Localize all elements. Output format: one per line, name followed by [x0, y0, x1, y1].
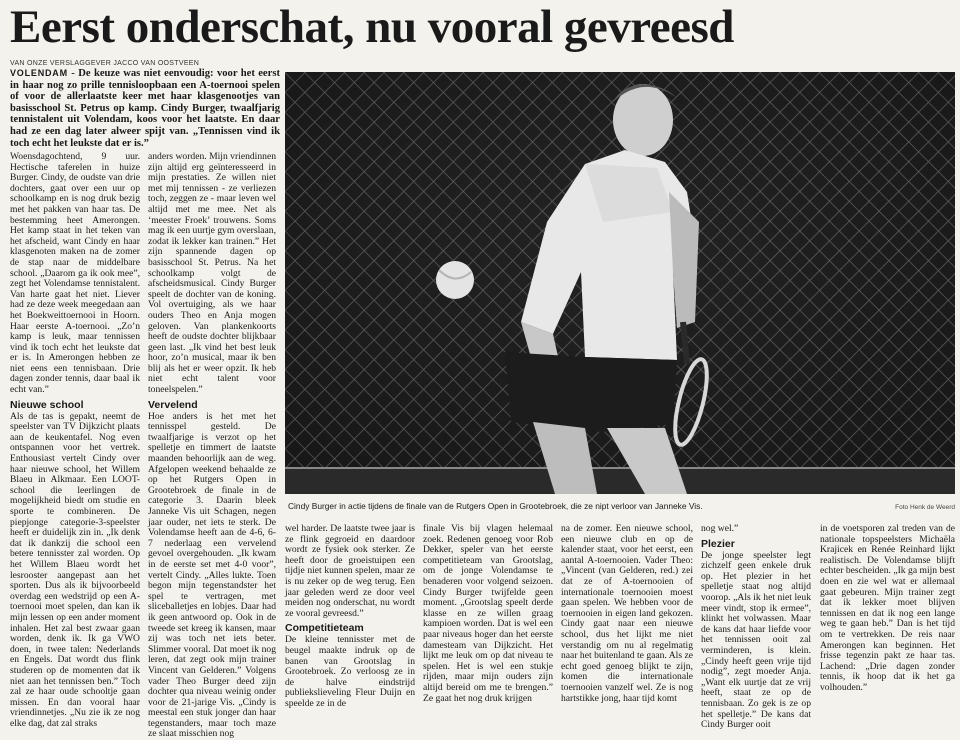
body-paragraph: anders worden. Mijn vriendinnen zijn altijd erg geïnteresseerd in mijn prestaties. Ze willen niet met mij tennissen - ze verliezen toch, zeggen ze - maar leven wel altijd met me mee. Net als ‘meester Froek’ trouwens. Soms mag ik een uurtje gym overslaan, zodat ik lekker kan trainen.” Het zijn spannende dagen op basisschool St. Petrus. Na het schoolkamp volgt de afscheidsmusical. Cindy Burger speelt de dochter van de koning. Vol overtuiging, als we haar ouders Theo en Anja mogen geloven. Van plankenkoorts heeft de oudste dochter blijkbaar geen last. „Ik vind het best leuk hoor, zo’n musical, maar ik ben blij als het er weer opzit. Ik heb niet echt talent voor toneelspelen.” — [148, 151, 276, 396]
section-heading: Vervelend — [148, 398, 198, 411]
article-column-7 — [820, 524, 955, 698]
intro-text: - De keuze was niet eenvoudig: voor het eerst in haar nog zo prille tennisloopbaan een A-toernooi spelen of voor de allerlaatste keer met haar klasgenootjes van basisschool St. Petrus op kamp. Cindy Burger, twaalfjarig tennistalent uit Volendam, koos voor het laatste. En daar had ze een dag later alweer spijt van. „Tennissen vind ik toch echt het leukste dat er is.” — [10, 68, 280, 149]
section-heading: Plezier — [701, 537, 735, 550]
body-paragraph: Woensdagochtend, 9 uur. Hectische taferelen in huize Burger. Cindy, de oudste van drie dochters, gaat over een uur op schoolkamp en is nog druk bezig met het pakken van haar tas. De bestemming heet Amerongen. Het kamp staat in het teken van het afscheid, want Cindy en haar klasgenoten maken na de zomer de stap naar de middelbare school. „Daarom ga ik ook mee”, zegt het Volendamse tennistalent. Van harte gaat het niet. Liever had ze deze week meegedaan aan het Boekweittoernooi in Hoorn. Haar eerste A-toernooi. „Zo’n kamp is leuk, maar tennissen vind ik toch echt het leukste dat er is. In Amerongen hebben ze niet eens een tennisbaan. Drie dagen zonder tennis, daar baal ik echt van.” — [10, 151, 140, 396]
body-paragraph: in de voetsporen zal treden van de nationale topspeelsters Michaëla Krajicek en Renée Reinhard lijkt realistisch. De Volendamse blijft echter bescheiden. „Ik ga mijn best doen en zie wel wat er allemaal gaat gebeuren. Mijn trainer zegt dat ik lekker moet blijven tennissen en dat ik nog een lange weg te gaan heb.” Dan is het tijd om te vertrekken. De reis naar Amerongen kan beginnen. Het frisse tegenzin pakt ze haar tas. Lachend: „Drie dagen zonder tennis, ik hoop dat ik het ga volhouden.” — [820, 523, 955, 693]
headline: Eerst onderschat, nu vooral gevreesd — [10, 1, 734, 53]
dateline: VOLENDAM — [10, 68, 68, 78]
photo-caption: Cindy Burger in actie tijdens de finale van de Rutgers Open in Grootebroek, die ze nipt verloor van Janneke Vis. — [288, 501, 703, 511]
news-photo — [285, 72, 955, 494]
body-paragraph: De kleine tennisster met de beugel maakte indruk op de banen van Grootslag in Grootebroek. Zo verloosg ze in de halve eindstrijd publiekslieveling Fleur Duijn en speelde ze in de — [285, 634, 415, 709]
section-heading: Competitieteam — [285, 622, 364, 635]
body-paragraph: nog wel.” — [701, 523, 739, 534]
section-heading: Nieuwe school — [10, 398, 84, 411]
body-paragraph: wel harder. De laatste twee jaar is ze flink gegroeid en daardoor wordt ze fysiek ook sterker. Ze heeft door de groeistuipen een tijdje niet kunnen spelen, maar ze is nu zeker op de weg terug. Een jaar geleden werd ze door veel meiden nog onderschat, nu wordt ze vooral gevreesd.” — [285, 523, 415, 619]
photo-credit: Foto Henk de Weerd — [895, 504, 955, 511]
article-column-3 — [285, 523, 415, 709]
body-paragraph: Hoe anders is het met het tennisspel gesteld. De twaalfjarige is verzot op het spelletje en timmert de laatste maanden behoorlijk aan de weg. Afgelopen weekend behaalde ze op het Rutgers Open in Grootebroek de finale in de categorie 3. Daarin bleek Janneke Vis uit Schagen, negen jaar ouder, net iets te sterk. De Volendamse heeft aan de 4-6, 6-7 nederlaag een vervelend gevoel overgehouden. „Ik kwam in de eerste set met 4-0 voor”, vertelt Cindy. „Alles lukte. Toen begon mijn tegenstandster het spel te vertragen, met sliceballetjes en lobjes. Daar had ik geen antwoord op. Ook in de tweede set kreeg ik kansen, maar zij was toch net iets beter. Slimmer vooral. Dat moet ik nog leren, dat zegt ook mijn trainer Vincent van Gelderen.” Volgens vader Theo Burger deed zijn dochter qua niveau weinig onder voor de 21-jarige Vis. „Cindy is meestal een stuk jonger dan haar tegenstanders, maar toch maze ze slaat misschien nog — [148, 410, 276, 740]
article-column-2 — [148, 151, 276, 740]
byline: VAN ONZE VERSLAGGEVER JACCO VAN OOSTVEEN — [10, 60, 200, 67]
intro-paragraph — [10, 68, 280, 150]
article-column-6 — [701, 523, 811, 731]
body-paragraph: Als de tas is gepakt, neemt de speelster van TV Dijkzicht plaats aan de keukentafel. Nog even ontspannen voor het vertrek. Enthousiast vertelt Cindy over haar nieuwe school, het Willem Blaeu in Alkmaar. Een LOOT-school die leerlingen de mogelijkheid biedt om studie en sporte te combineren. De piepjonge categorie-3-speelster heeft er duidelijk zin in. „Ik denk dat ik dankzij die school een betere tennisster zal worden. Op het Willem Blaeu wordt het lesrooster aangepast aan het sporten. Dus als ik bijvoorbeeld overdag een wedstrijd op een A-toernooi moet spelen, dan kan ik mijn lessen op een ander moment inhalen. Het zal best zwaar gaan worden, denk ik. Ik ga VWO doen, in twee talen: Nederlands en Engels. Dat wordt dus flink studeren op de momenten dat ik niet aan het tennissen ben.” Toch zal ze haar oude schooltje gaan missen. En dan vooral haar vriendinnetjes. „Nu zie ik ze nog elke dag, dat zal straks — [10, 410, 140, 729]
body-paragraph: De jonge speelster legt zichzelf geen enkele druk op. Het plezier in het spelletje staat nog altijd voorop. „Als ik het niet leuk meer vindt, stop ik ermee”, klinkt het volwassen. Maar de kans dat haar liefde voor het tennissen ooit zal verminderen, is klein. „Cindy heeft geen vrije tijd nodig”, zegt moeder Anja. „Want elk uurtje dat ze vrij heeft, staat ze op de tennisbaan. Zo gek is ze op het spelletje.” De kans dat Cindy Burger ooit — [701, 549, 811, 731]
article-column-5 — [561, 523, 693, 704]
article-column-4 — [423, 523, 553, 704]
article-column-1 — [10, 151, 140, 729]
body-paragraph: na de zomer. Een nieuwe school, een nieuwe club en op de kalender staat, voor het eerst, een aantal A-toernooien. Vader Theo: „Vincent (van Gelderen, red.) zei dat ze of A-toernooien of internationale toernooien moest gaan spelen. We hebben voor de toernooien in eigen land gekozen. Cindy gaat naar een nieuwe school, dus het lijkt me niet verstandig om nu al regelmatig naar het buitenland te gaan. Als ze echt goed genoeg blijkt te zijn, komen die internationale toernooien vanzelf wel. Ze is nog hartstikke jong, haar tijd komt — [561, 523, 693, 704]
tennis-player-illustration — [285, 72, 955, 494]
body-paragraph: finale Vis bij vlagen helemaal zoek. Redenen genoeg voor Rob Dekker, speler van het eerste competitieteam van Grootslag, om de jonge Volendamse te benaderen voor volgend seizoen. Cindy Burger twijfelde geen moment. „Grootslag speelt derde klasse en ze willen graag kampioen worden. Dat is wel een paar niveaus hoger dan het eerste damesteam van Dijkzicht. Het lijkt me leuk om op dat niveau te spelen. Het is wel een stukje rijden, maar mijn ouders zijn altijd bereid om me te brengen.” Ze gaat het nog druk krijgen — [423, 523, 553, 704]
